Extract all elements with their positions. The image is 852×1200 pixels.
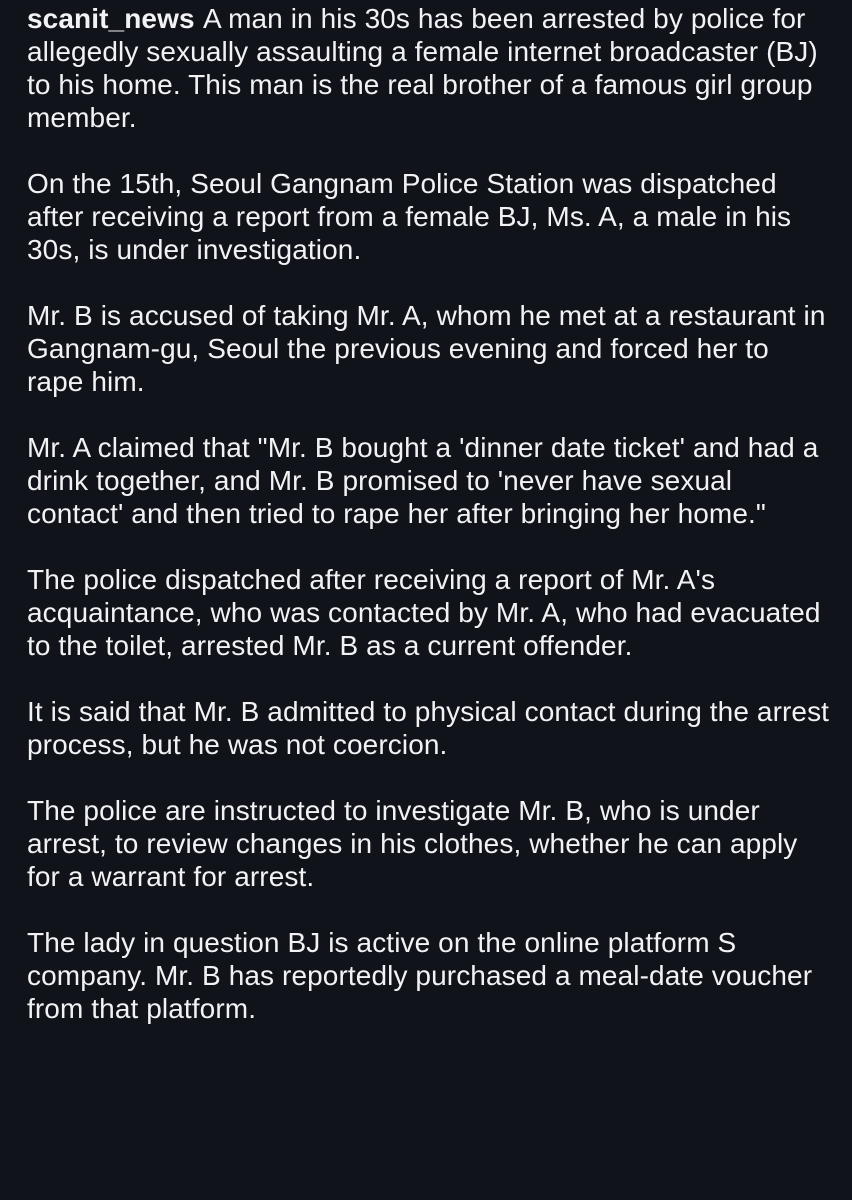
- caption-paragraph-2: On the 15th, Seoul Gangnam Police Station was dispatched after receiving a report from a female BJ, Ms. A, a male in his 30s, is under investigation.: [27, 168, 792, 265]
- caption-paragraph-7: The police are instructed to investigate Mr. B, who is under arrest, to review changes in his clothes, whether he can apply for a warrant for arrest.: [27, 795, 798, 892]
- caption-paragraph-5: The police dispatched after receiving a report of Mr. A's acquaintance, who was contacted by Mr. A, who had evacuated to the toilet, arrested Mr. B as a current offender.: [27, 564, 821, 661]
- caption-paragraph-6: It is said that Mr. B admitted to physical contact during the arrest process, but he was not coercion.: [27, 696, 830, 760]
- caption-text: A man in his 30s has been arrested by police for allegedly sexually assaulting a female internet broadcaster (BJ) to his home. This man is the real brother of a famous girl group member.: [27, 3, 818, 133]
- caption-paragraph-3: Mr. B is accused of taking Mr. A, whom he met at a restaurant in Gangnam-gu, Seoul the previous evening and forced her to rape him.: [27, 300, 826, 397]
- caption-paragraph-4: Mr. A claimed that "Mr. B bought a 'dinner date ticket' and had a drink together, and Mr. B promised to 'never have sexual contact' and then tried to rape her after bringing her home.": [27, 432, 819, 529]
- caption-paragraph-1: [27, 2, 832, 134]
- caption-paragraph-8: The lady in question BJ is active on the online platform S company. Mr. B has reportedly purchased a meal-date voucher from that platform.: [27, 927, 813, 1024]
- username-link[interactable]: scanit_news: [27, 3, 195, 34]
